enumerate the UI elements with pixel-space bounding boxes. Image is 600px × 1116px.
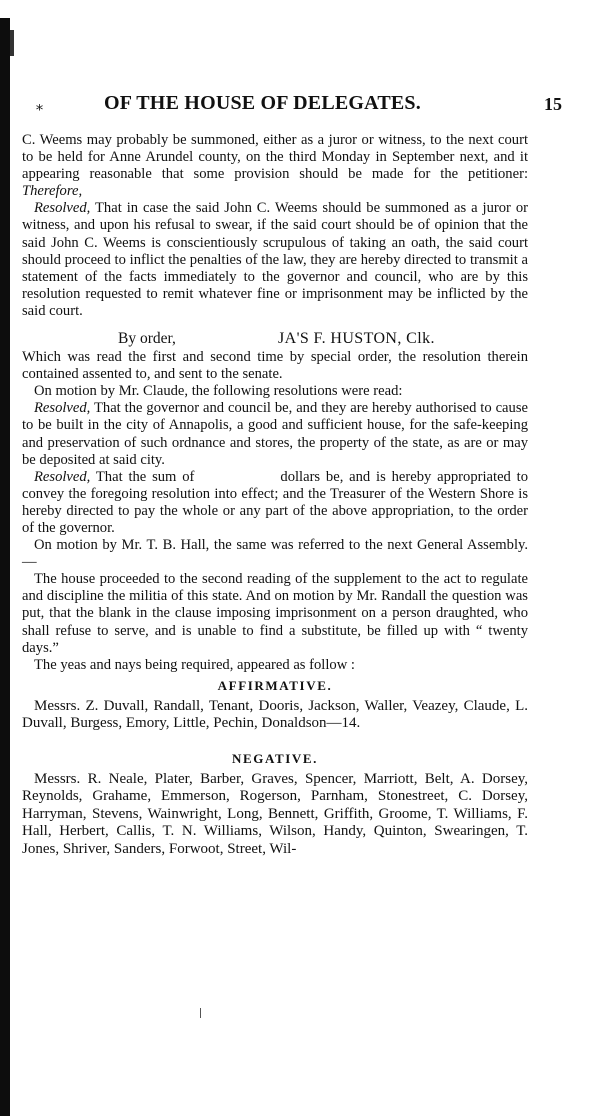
paragraph-resolution-appropriation bbox=[22, 469, 528, 537]
paragraph-resolution-house bbox=[22, 400, 528, 468]
paragraph-text: dollars be, and is hereby appropriated to convey the foregoing resolution into effect; and the Treasurer of the Western Shore is hereby directed to pay the whole or any part of the above appropriation, to the order of the governor. bbox=[22, 468, 529, 536]
italic-therefore: Therefore, bbox=[22, 183, 83, 200]
signature-by-order: By order, bbox=[118, 330, 176, 348]
stray-print-mark bbox=[200, 1008, 201, 1018]
paragraph-read-assented: Which was read the first and second time by special order, the resolution therein contained assented to, and sent to the senate. bbox=[22, 349, 528, 383]
resolved-lead: Resolved, bbox=[34, 400, 91, 417]
negative-heading: NEGATIVE. bbox=[231, 750, 319, 766]
book-spine-edge bbox=[0, 18, 10, 1116]
page-header bbox=[20, 92, 580, 122]
spine-notch bbox=[10, 30, 14, 56]
paragraph-resolution-weems bbox=[22, 200, 528, 320]
paragraph-petition bbox=[22, 132, 528, 200]
ornament-icon: ⁎ bbox=[36, 99, 43, 114]
paragraph-text: That the sum of bbox=[95, 468, 195, 485]
page-number: 15 bbox=[544, 94, 562, 114]
signature-clerk-name: JA'S F. HUSTON, Clk. bbox=[278, 330, 435, 348]
paragraph-motion-hall bbox=[22, 537, 528, 571]
affirmative-names: Messrs. Z. Duvall, Randall, Tenant, Dooris, Jackson, Waller, Veazey, Claude, L. Duvall, Burgess, Emory, Little, Pechin, Donaldson—14. bbox=[22, 697, 528, 732]
negative-names: Messrs. R. Neale, Plater, Barber, Graves, Spencer, Marriott, Belt, A. Dorsey, Reynolds, Grahame, Emmerson, Rogerson, Parnham, Stonestreet, C. Dorsey, Harryman, Stevens, Wainwright, Long, Bennett, Griffith, Groome, T. Williams, F. Hall, Herbert, Callis, T. N. Williams, Wilson, Handy, Quinton, Swearingen, T. Jones, Shriver, Sanders, Forwoot, Street, Wil- bbox=[22, 770, 528, 857]
resolved-lead: Resolved, bbox=[34, 468, 91, 485]
running-title: OF THE HOUSE OF DELEGATES. bbox=[104, 92, 421, 114]
paragraph-text: That the governor and council be, and they are hereby authorised to cause to be built in the city of Annapolis, a good and sufficient house, for the safe-keeping and preservation of such ordnance and stores, the property of the state, as are or may be deposited at said city. bbox=[22, 400, 528, 468]
paragraph-text: That in case the said John C. Weems should be summoned as a juror or witness, and upon his refusal to swear, if the said court should be of opinion that the said John C. Weems is conscientiously scrupulous of taking an oath, the said court should proceed to inflict the penalties of the law, they are hereby directed to transmit a statement of the facts immediately to the governor and council, who are by this resolution requested to remit whatever fine or imprisonment may be inflicted by the said court. bbox=[22, 200, 528, 319]
paragraph-motion-claude: On motion by Mr. Claude, the following resolutions were read: bbox=[34, 383, 403, 400]
paragraph-text: On motion by Mr. T. B. Hall, the same was referred to the next General Assembly. bbox=[34, 537, 528, 554]
clerk-signature bbox=[22, 330, 528, 347]
paragraph-text: C. Weems may probably be summoned, either as a juror or witness, to the next court to be held for Anne Arundel county, on the third Monday in September next, and it appearing reasonable that some provision should be made for the petitioner: bbox=[22, 132, 528, 183]
page-body bbox=[22, 132, 528, 858]
paragraph-yeas-nays: The yeas and nays being required, appeared as follow : bbox=[34, 656, 355, 673]
affirmative-heading: AFFIRMATIVE. bbox=[217, 677, 333, 693]
paragraph-militia: The house proceeded to the second reading of the supplement to the act to regulate and discipline the militia of this state. And on motion by Mr. Randall the question was put, that the blank in the clause imposing imprisonment on a person draughted, who shall refuse to serve, and is unable to find a substitute, be filled up with “ twenty days.” bbox=[22, 571, 528, 656]
stray-dash: — bbox=[22, 554, 37, 571]
resolved-lead: Resolved, bbox=[34, 200, 91, 217]
